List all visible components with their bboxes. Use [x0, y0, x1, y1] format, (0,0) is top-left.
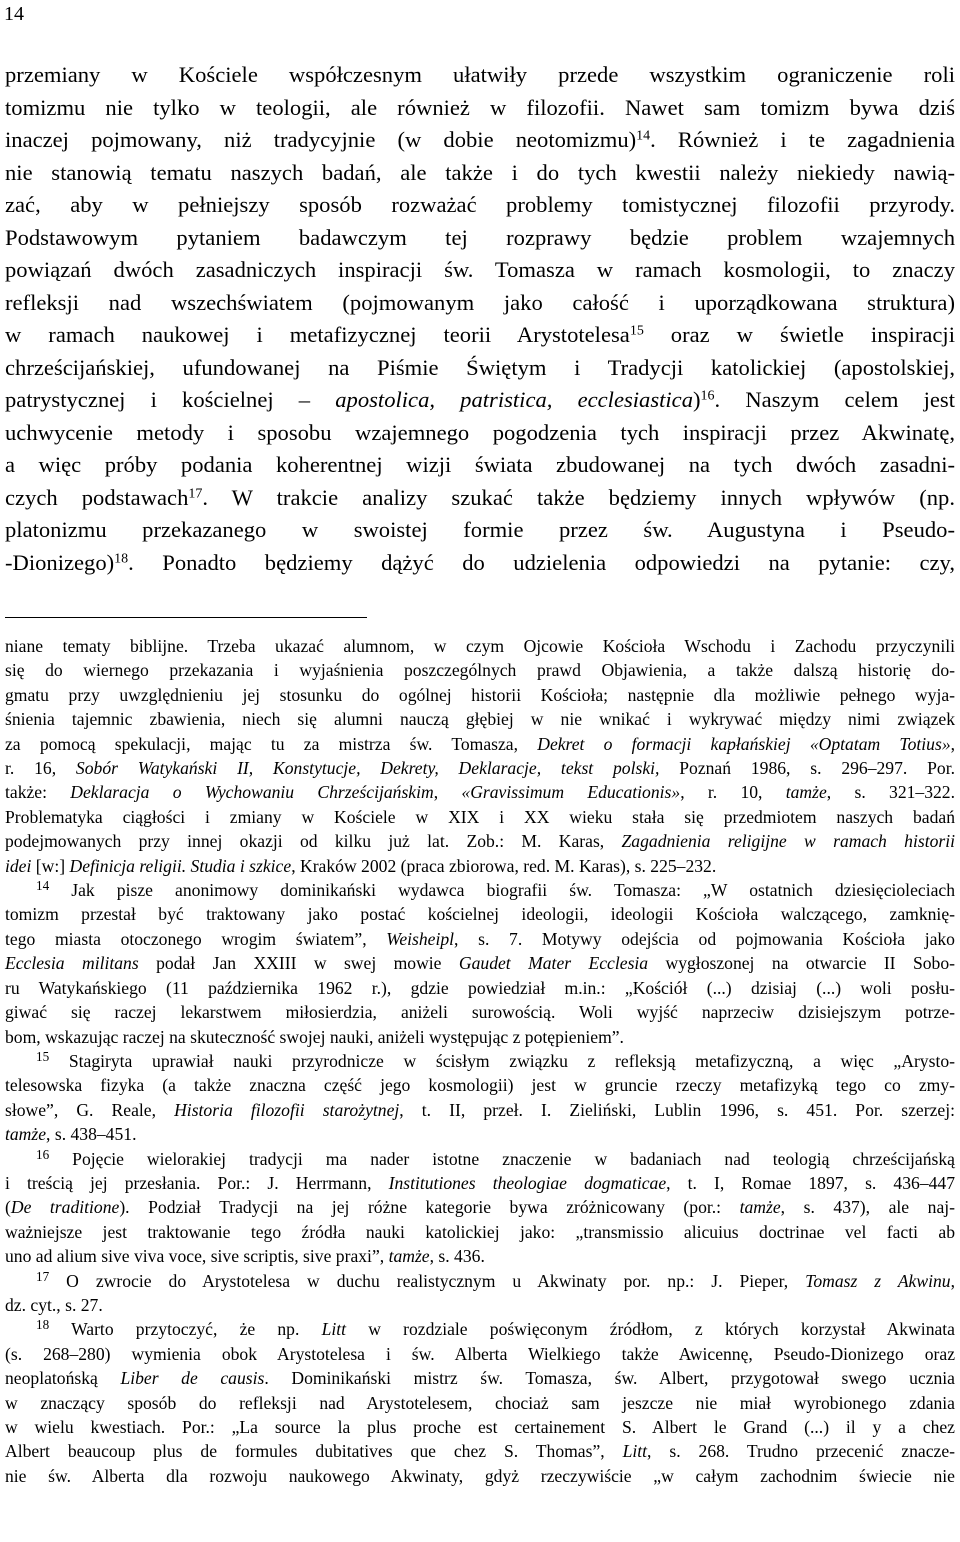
italic-run: Tomasz z Akwinu	[805, 1270, 951, 1291]
text-run: w znaczący sposób do refleksji nad Arystotelesem, chociaż sam jeszcze nie miał wyrobionego zdania	[5, 1392, 955, 1413]
text-line	[5, 449, 955, 482]
text-run: także:	[5, 782, 71, 803]
italic-run: Historia filozofii starożytnej	[174, 1099, 400, 1120]
text-run: w ramach naukowej i metafizycznej teorii Arystotelesa	[5, 322, 630, 347]
text-run: refleksji nad wszechświatem (pojmowanym jako całość i uporządkowana struktura)	[5, 289, 955, 315]
text-line	[5, 92, 955, 125]
footnote-line	[5, 878, 955, 902]
footnote-marker: 14	[636, 128, 651, 144]
text-run: , r. 10,	[680, 782, 786, 803]
footnote-line	[5, 707, 955, 731]
text-run: nie św. Alberta dla rozwoju naukowego Akwinaty, gdyż rzeczywiście „w całym zachodnim świecie nie	[5, 1465, 955, 1486]
text-run: uchwycenie metody i sposobu wzajemnego pogodzenia tych inspiracji przez Akwinatę,	[5, 419, 955, 445]
italic-run: Litt	[321, 1319, 347, 1340]
text-run: ,	[513, 733, 538, 754]
text-run: . Również i te zagadnienia	[650, 127, 955, 152]
text-run: tego miasta otoczonego wrogim światem”,	[5, 928, 387, 949]
text-run: O zwrocie do Arystotelesa w duchu realistycznym u Akwinaty por. np.: J. Pieper,	[49, 1270, 806, 1291]
text-run: niane tematy biblijne. Trzeba ukazać alumnom, w czym Ojcowie Kościoła Wschodu i Zachodu przyczynili	[5, 636, 955, 656]
text-run: , s. 438–451.	[46, 1124, 137, 1145]
text-run: się do wiernego przekazania i wyjaśnienia poszczególnych prawd Objawienia, a także dalszą historię do-	[5, 660, 955, 681]
italic-run: Dekret o formacji kapłańskiej «Optatam Totius»	[537, 733, 951, 754]
footnote-line	[5, 1000, 955, 1024]
text-line	[5, 482, 955, 515]
text-line	[5, 319, 955, 352]
text-run: ). Podział Tradycji na jej różne kategorie bywa zróżnicowany (por.:	[119, 1197, 740, 1218]
footnote-marker: 17	[36, 1268, 50, 1284]
footnote-line	[5, 1317, 955, 1341]
italic-run: Liber de causis	[120, 1368, 265, 1389]
text-run: wygłoszonej na otwarcie II Sobo-	[648, 953, 955, 974]
text-run: powiązań dwóch zasadniczych inspiracji św. Tomasza w ramach kosmologii, to znaczy	[5, 257, 955, 282]
text-run: r. 16,	[5, 758, 76, 779]
text-run: telesowska fizyka (a także znaczna część jego kosmologii) jest w gruncie rzeczy metafizyką tego co zmy-	[5, 1075, 955, 1096]
text-run: [w:]	[31, 855, 70, 876]
footnote-line	[5, 829, 955, 853]
text-run: ważniejsze jest traktowanie tego źródła nauki katolickiej jako: „transmissio alicuius doctrinae vel facti ab	[5, 1221, 955, 1242]
text-run: . Naszym celem jest	[714, 387, 955, 412]
footnote-line	[5, 683, 955, 707]
text-run: ,	[433, 782, 462, 803]
italic-run: Institutiones theologiae dogmaticae	[388, 1172, 667, 1193]
text-run: Poznań 1986, s. 296–297. Por.	[659, 758, 955, 779]
text-run: tomizmu nie tylko w teologii, ale również w filozofii. Nawet sam tomizm bywa dziś	[5, 94, 955, 120]
text-run: , s. 437), ale naj-	[780, 1197, 956, 1218]
text-run: tomizm przestał być traktowany jako postać kościelnej ideologii, ideologii Kościoła walczącego, zamknię-	[5, 904, 955, 925]
text-run: patrystycznej i kościelnej –	[5, 387, 336, 412]
footnote-line	[5, 1366, 955, 1390]
italic-run: tamże	[388, 1246, 430, 1267]
text-run: . Ponadto będziemy dążyć do udzielenia odpowiedzi na pytanie: czy,	[128, 549, 955, 575]
text-run: , s. 436.	[429, 1246, 485, 1267]
footnote-line	[5, 1342, 955, 1366]
text-run: uno ad alium sive viva voce, sive scriptis, sive praxi”,	[5, 1246, 389, 1267]
footnotes	[5, 634, 955, 1488]
text-run: podejmowanych przy innej okazji od kilku już lat. Zob.: M. Karas,	[5, 831, 622, 852]
text-line	[5, 417, 955, 450]
footnote-line	[5, 1025, 955, 1049]
footnote-separator	[5, 617, 367, 618]
text-line	[5, 254, 955, 287]
text-run: neoplatońską	[5, 1368, 121, 1389]
text-line	[5, 222, 955, 255]
italic-run: Gaudet Mater Ecclesia	[458, 953, 649, 974]
footnote-line	[5, 805, 955, 829]
footnote-line	[5, 1439, 955, 1463]
text-run: bom, wskazując raczej na skuteczność swojej nauki, aniżeli występując z potępieniem”.	[5, 1026, 624, 1047]
text-run: , s. 321–322.	[826, 782, 956, 803]
text-run: , s. 7. Motywy odejścia od pojmowania Kościoła jako	[454, 928, 955, 949]
text-run: , s. 268. Trudno przecenić znacze-	[647, 1441, 956, 1462]
footnote-line	[5, 1098, 955, 1122]
footnote-marker: 14	[36, 878, 50, 894]
text-run: , t. I, Romae 1897, s. 436–447	[666, 1172, 956, 1193]
text-run: , t. II, przeł. I. Zieliński, Lublin 1996, s. 451. Por. szerzej:	[399, 1099, 955, 1120]
footnote-marker: 15	[629, 323, 644, 339]
text-run: chrześcijańskiej, ufundowanej na Piśmie Świętym i Tradycji katolickiej (apostolskiej,	[5, 354, 955, 380]
footnote-line	[5, 902, 955, 926]
italic-run: Zagadnienia religijne w ramach historii	[621, 831, 956, 852]
footnote-line	[5, 1244, 955, 1268]
text-run: platonizmu przekazanego w swoistej formie przez św. Augustyna i Pseudo-	[5, 517, 955, 542]
footnote-line	[5, 732, 955, 756]
footnote-line	[5, 854, 955, 878]
footnote-marker: 16	[700, 388, 715, 404]
text-run: i treścią jej przesłania. Por.: J. Herrmann,	[5, 1172, 389, 1193]
text-run: (	[5, 1197, 11, 1218]
italic-run: Deklaracja o Wychowaniu Chrześcijańskim	[70, 782, 434, 803]
main-text	[5, 59, 955, 579]
text-run: Jak pisze anonimowy dominikański wydawca biografii św. Tomasza: „W ostatnich dziesięcioleciach	[49, 880, 955, 901]
text-run: gmatu przy uwzględnieniu jej stosunku do ogólnej historii Kościoła; następnie dla możliwie pełnego wyja-	[5, 684, 955, 705]
italic-run: De traditione	[10, 1197, 120, 1218]
italic-run: Ecclesia militans	[5, 953, 139, 974]
text-run: ru Watykańskiego (11 października 1962 r.), gdzie powiedział m.in.: „Kościół (...) dzisiaj (...) woli posłu-	[5, 977, 955, 998]
footnote-line	[5, 1171, 955, 1195]
text-run: inaczej pojmowany, niż tradycyjnie (w dobie neotomizmu)	[5, 127, 637, 152]
text-line	[5, 59, 955, 92]
text-run: za pomocą spekulacji, mając tu za mistrza św. Tomasza	[5, 733, 514, 754]
italic-run: tamże	[785, 782, 827, 803]
footnote-line	[5, 1073, 955, 1097]
footnote-line	[5, 1195, 955, 1219]
footnote-line	[5, 976, 955, 1000]
footnote-line	[5, 1415, 955, 1439]
text-run: Albert beaucoup plus de formules dubitatives que chez S. Thomas”,	[5, 1441, 623, 1462]
text-run: oraz w świetle inspiracji	[643, 322, 955, 347]
text-line	[5, 287, 955, 320]
text-run: podał Jan XXIII w swej mowie	[138, 953, 459, 974]
text-run: , Kraków 2002 (praca zbiorowa, red. M. Karas), s. 225–232.	[291, 855, 717, 876]
text-line	[5, 157, 955, 190]
text-run: Warto przytoczyć, że np.	[49, 1319, 322, 1340]
text-run: a więc próby podania koherentnej wizji świata zbudowanej na tych dwóch zasadni-	[5, 452, 955, 477]
text-run: Pojęcie wielorakiej tradycji ma nader istotne znaczenie w badaniach nad teologią chrześcijańską	[49, 1148, 955, 1169]
text-line	[5, 547, 955, 580]
footnote-marker: 15	[36, 1048, 50, 1064]
footnote-line	[5, 1049, 955, 1073]
footnote-line	[5, 756, 955, 780]
footnote-line	[5, 1464, 955, 1488]
text-line	[5, 124, 955, 157]
text-run: -Dionizego)	[5, 549, 115, 575]
text-run: czych podstawach	[5, 484, 189, 510]
text-run: śnienia tajemnic zbawienia, niech się alumni nauczą głębiej w nie wnikać i wykrywać między nimi związek	[5, 709, 955, 730]
footnote-line	[5, 780, 955, 804]
footnote-marker: 18	[36, 1317, 50, 1333]
footnote-line	[5, 1147, 955, 1171]
text-run: słowe”, G. Reale,	[5, 1099, 175, 1120]
text-line	[5, 189, 955, 222]
text-run: (s. 268–280) wymienia obok Arystotelesa i św. Alberta Wielkiego także Awicennę, Pseudo-Dionizego oraz	[5, 1343, 955, 1364]
italic-run: tamże	[739, 1197, 781, 1218]
footnote-line	[5, 951, 955, 975]
italic-run: «Gravissimum Educationis»	[461, 782, 681, 803]
page-number: 14	[4, 3, 24, 25]
text-run: przemiany w Kościele współczesnym ułatwiły przede wszystkim ograniczenie roli	[5, 62, 955, 87]
text-line	[5, 352, 955, 385]
footnote-line	[5, 1122, 955, 1146]
text-run: w wielu kwestiach. Por.: „La source la plus proche est certainement S. Albert le Grand (...) il y a chez	[5, 1417, 955, 1437]
text-run: )	[693, 387, 701, 412]
footnote-line	[5, 1220, 955, 1244]
text-run: w rozdziale poświęconym źródłom, z których korzystał Akwinata	[346, 1319, 955, 1340]
footnote-line	[5, 1293, 955, 1317]
footnote-line	[5, 634, 955, 658]
text-run: nie stanowią tematu naszych badań, ale także i do tych kwestii należy niekiedy nawią-	[5, 159, 955, 185]
text-run: ,	[950, 733, 956, 754]
text-run: giwać się raczej lekarstwem miłosierdzia, aniżeli surowością. Woli wyjść naprzeciw dzisiejszym potrze-	[5, 1002, 955, 1023]
footnote-line	[5, 1269, 955, 1293]
text-run: Problematyka ciągłości i zmiany w Kościele w XIX i XX wieku stała się przedmiotem naszych badań	[5, 806, 955, 827]
italic-run: Definicja religii. Studia i szkice	[69, 855, 292, 876]
text-run: ,	[950, 1270, 955, 1291]
footnote-marker: 17	[188, 485, 203, 501]
italic-run: apostolica, patristica, ecclesiastica	[335, 387, 694, 412]
italic-run: Weisheipl	[386, 928, 455, 949]
italic-run: Litt	[622, 1441, 648, 1462]
italic-run: tamże	[5, 1124, 47, 1145]
text-line	[5, 384, 955, 417]
text-run: zać, aby w pełniejszy sposób rozważać problemy tomistycznej filozofii przyrody.	[5, 192, 955, 217]
text-run: . W trakcie analizy szukać także będziemy innych wpływów (np.	[202, 484, 955, 510]
text-run: Stagiryta uprawiał nauki przyrodnicze w ścisłym związku z refleksją metafizyczną, a więc „Arysto-	[49, 1050, 955, 1071]
footnote-marker: 18	[114, 550, 129, 566]
footnote-line	[5, 1391, 955, 1415]
footnote-line	[5, 658, 955, 682]
italic-run: idei	[5, 855, 32, 876]
text-run: . Dominikański mistrz św. Tomasza, św. Albert, przygotował swego ucznia	[264, 1368, 955, 1389]
text-line	[5, 514, 955, 547]
footnote-marker: 16	[36, 1146, 50, 1162]
footnote-line	[5, 927, 955, 951]
text-run: Podstawowym pytaniem badawczym tej rozprawy będzie problem wzajemnych	[5, 224, 955, 250]
text-run: dz. cyt., s. 27.	[5, 1294, 103, 1315]
italic-run: Sobór Watykański II, Konstytucje, Dekrety, Deklaracje, tekst polski,	[75, 758, 660, 779]
